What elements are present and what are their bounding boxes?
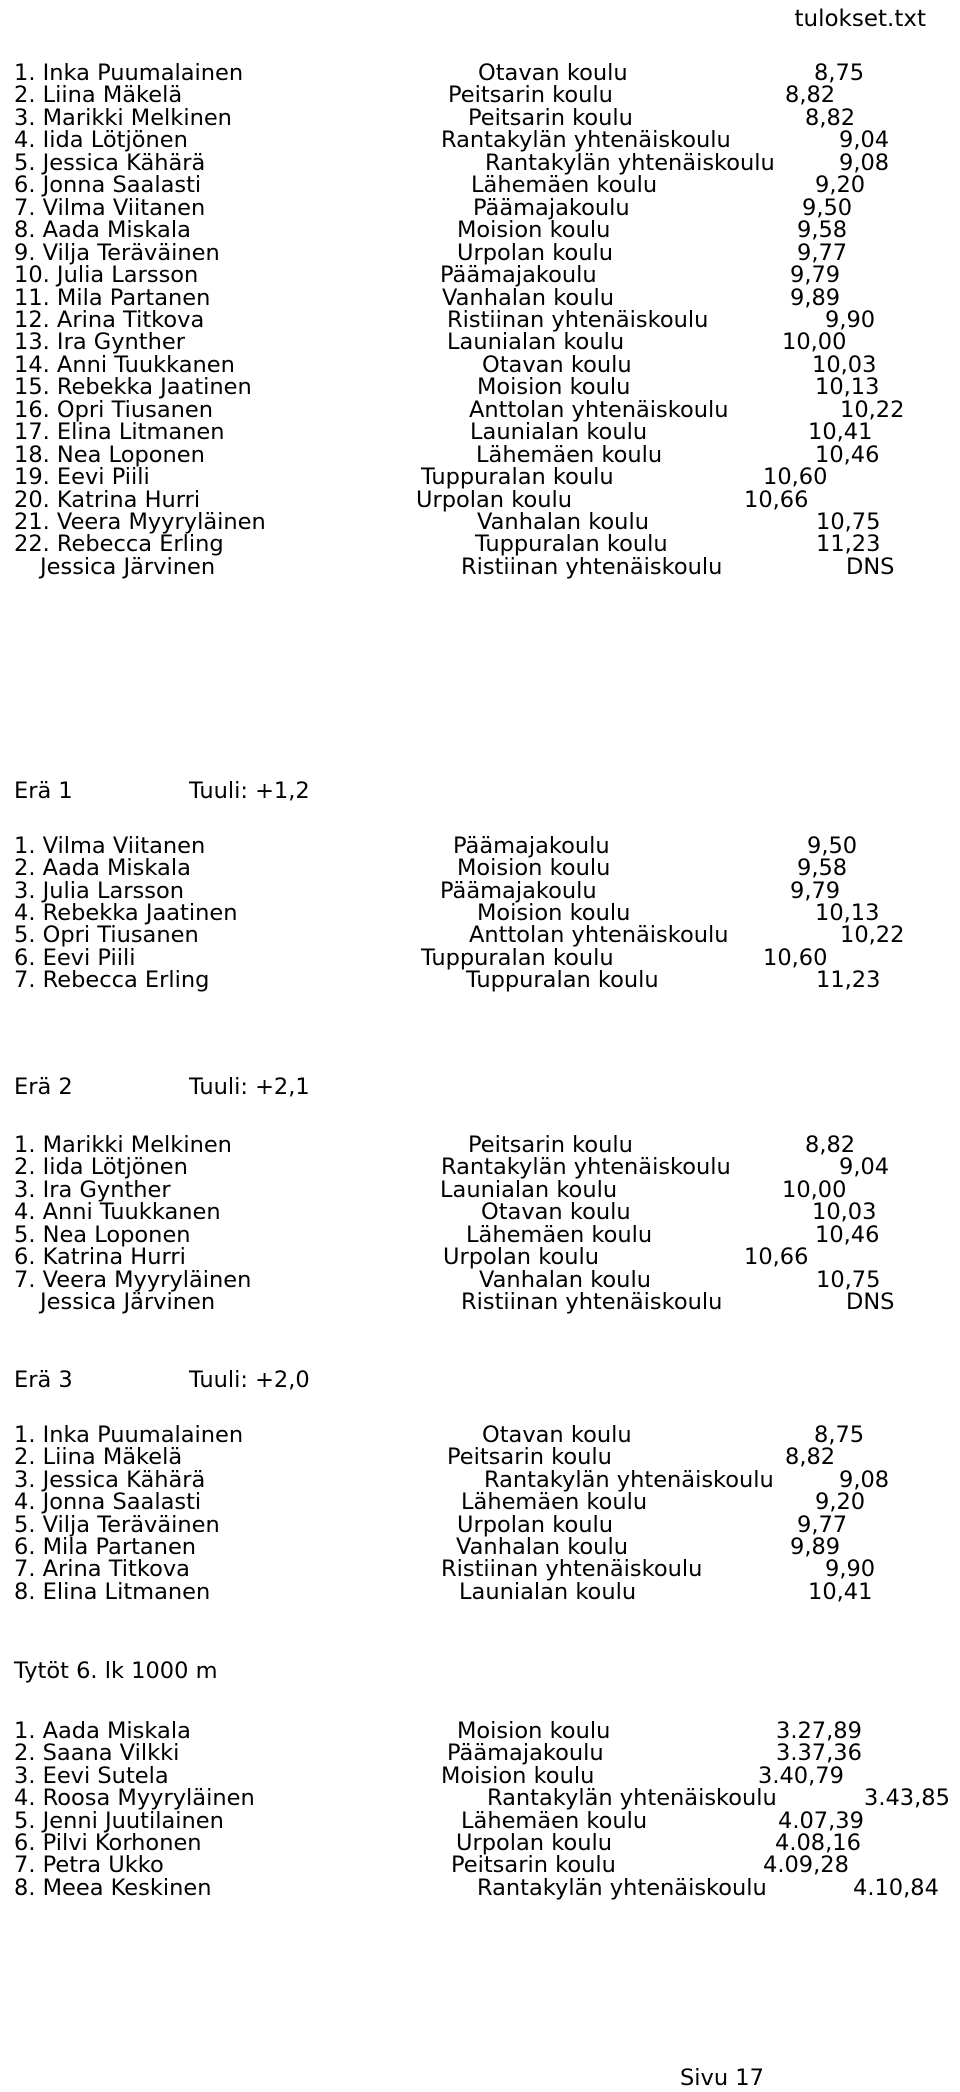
- school-name: Lähemäen koulu: [476, 441, 663, 468]
- result-time: 8,82: [805, 1132, 856, 1158]
- result-time: 10,75: [816, 509, 881, 535]
- athlete-name: 20. Katrina Hurri: [14, 486, 201, 513]
- school-name: Otavan koulu: [482, 351, 632, 378]
- result-time: 9,08: [839, 149, 890, 176]
- athlete-name: 6. Katrina Hurri: [14, 1244, 186, 1271]
- result-time: 9,90: [825, 306, 876, 333]
- result-row: [0, 1873, 960, 1903]
- athlete-name: 1. Vilma Viitanen: [14, 833, 206, 859]
- school-name: Lähemäen koulu: [471, 172, 658, 199]
- result-time: 10,46: [815, 441, 880, 468]
- athlete-name: Jessica Järvinen: [40, 553, 216, 580]
- result-time: 10,41: [808, 419, 873, 446]
- school-name: Lähemäen koulu: [466, 1221, 653, 1248]
- result-time: 8,75: [814, 60, 865, 86]
- school-name: Vanhalan koulu: [479, 1266, 651, 1293]
- athlete-name: 19. Eevi Piili: [14, 464, 150, 491]
- athlete-name: 8. Elina Litmanen: [14, 1578, 211, 1605]
- athlete-name: 2. Saana Vilkki: [14, 1740, 180, 1767]
- result-time: 9,50: [802, 194, 853, 221]
- school-name: Päämajakoulu: [440, 877, 597, 904]
- result-time: 10,75: [816, 1266, 881, 1293]
- result-time: 11,23: [816, 966, 881, 993]
- school-name: Urpolan koulu: [416, 486, 572, 513]
- school-name: Moision koulu: [477, 374, 631, 401]
- result-time: 10,13: [815, 374, 880, 401]
- result-time: 9,90: [825, 1556, 876, 1583]
- result-time: 10,00: [782, 329, 847, 356]
- athlete-name: 3. Marikki Melkinen: [14, 104, 232, 131]
- school-name: Peitsarin koulu: [448, 82, 613, 109]
- result-time: 3.37,36: [776, 1740, 862, 1767]
- athlete-name: 6. Pilvi Korhonen: [14, 1830, 202, 1856]
- school-name: Tuppuralan koulu: [475, 531, 668, 558]
- heat-header: [14, 776, 310, 806]
- athlete-name: 13. Ira Gynther: [14, 329, 185, 356]
- result-time: 3.40,79: [758, 1762, 844, 1789]
- result-time: 9,79: [790, 262, 841, 289]
- result-time: 3.27,89: [776, 1718, 862, 1744]
- result-time: 10,66: [744, 1244, 809, 1271]
- result-time: 4.10,84: [853, 1874, 939, 1901]
- result-time: 9,58: [797, 855, 848, 882]
- school-name: Päämajakoulu: [447, 1740, 604, 1767]
- result-time: 9,20: [815, 172, 866, 199]
- athlete-name: 3. Julia Larsson: [14, 877, 185, 904]
- school-name: Ristiinan yhtenäiskoulu: [461, 553, 723, 580]
- result-row: [0, 1287, 960, 1317]
- school-name: Ristiinan yhtenäiskoulu: [461, 1289, 723, 1316]
- event-title: Tytöt 6. lk 1000 m: [14, 1658, 218, 1684]
- school-name: Lähemäen koulu: [461, 1489, 648, 1516]
- athlete-name: 5. Vilja Teräväinen: [14, 1511, 220, 1538]
- athlete-name: 17. Elina Litmanen: [14, 419, 225, 446]
- athlete-name: 7. Vilma Viitanen: [14, 194, 206, 221]
- heat-header: [14, 1365, 310, 1395]
- result-time: 9,04: [839, 127, 890, 154]
- result-time: 10,60: [763, 464, 828, 491]
- school-name: Urpolan koulu: [443, 1244, 599, 1271]
- result-time: 9,79: [790, 877, 841, 904]
- result-time: 8,82: [785, 1444, 836, 1471]
- athlete-name: 4. Iida Lötjönen: [14, 127, 188, 154]
- school-name: Tuppuralan koulu: [421, 944, 614, 971]
- result-time: 3.43,85: [864, 1785, 950, 1812]
- result-time: 9,50: [807, 833, 858, 859]
- athlete-name: 10. Julia Larsson: [14, 262, 199, 289]
- school-name: Moision koulu: [457, 855, 611, 882]
- school-name: Päämajakoulu: [453, 833, 610, 859]
- school-name: Vanhalan koulu: [456, 1534, 628, 1560]
- school-name: Urpolan koulu: [457, 239, 613, 266]
- school-name: Vanhalan koulu: [442, 284, 614, 311]
- result-time: 4.07,39: [778, 1807, 864, 1834]
- school-name: Moision koulu: [477, 899, 631, 926]
- result-time: 10,46: [815, 1221, 880, 1248]
- school-name: Rantakylän yhtenäiskoulu: [485, 149, 775, 176]
- athlete-name: 6. Jonna Saalasti: [14, 172, 202, 199]
- result-time: 10,00: [782, 1176, 847, 1203]
- school-name: Päämajakoulu: [440, 262, 597, 289]
- result-time: 8,82: [805, 104, 856, 131]
- athlete-name: 22. Rebecca Erling: [14, 531, 224, 558]
- result-time: 9,08: [839, 1466, 890, 1493]
- athlete-name: 1. Inka Puumalainen: [14, 60, 244, 86]
- result-time: 9,04: [839, 1154, 890, 1181]
- school-name: Ristiinan yhtenäiskoulu: [447, 306, 709, 333]
- athlete-name: 3. Ira Gynther: [14, 1176, 171, 1203]
- result-row: [0, 965, 960, 995]
- result-time: 10,66: [744, 486, 809, 513]
- result-time: 10,41: [808, 1578, 873, 1605]
- athlete-name: 18. Nea Loponen: [14, 441, 205, 468]
- athlete-name: 14. Anni Tuukkanen: [14, 351, 235, 378]
- athlete-name: 1. Marikki Melkinen: [14, 1132, 232, 1158]
- wind-reading: Tuuli: +2,0: [189, 1367, 310, 1393]
- school-name: Otavan koulu: [482, 1422, 632, 1448]
- school-name: Rantakylän yhtenäiskoulu: [477, 1874, 767, 1901]
- athlete-name: 2. Liina Mäkelä: [14, 82, 183, 109]
- athlete-name: 7. Petra Ukko: [14, 1852, 164, 1879]
- school-name: Launialan koulu: [459, 1578, 637, 1605]
- result-time: 10,60: [763, 944, 828, 971]
- result-time: 10,22: [840, 396, 905, 423]
- school-name: Peitsarin koulu: [451, 1852, 616, 1879]
- result-time: 9,20: [815, 1489, 866, 1516]
- school-name: Peitsarin koulu: [468, 1132, 633, 1158]
- athlete-name: 4. Jonna Saalasti: [14, 1489, 202, 1516]
- result-time: 8,82: [785, 82, 836, 109]
- athlete-name: 6. Eevi Piili: [14, 944, 136, 971]
- athlete-name: 12. Arina Titkova: [14, 306, 205, 333]
- school-name: Rantakylän yhtenäiskoulu: [441, 127, 731, 154]
- result-time: 10,22: [840, 922, 905, 949]
- heat-label: Erä 3: [14, 1367, 73, 1393]
- athlete-name: 15. Rebekka Jaatinen: [14, 374, 252, 401]
- athlete-name: 2. Aada Miskala: [14, 855, 191, 882]
- school-name: Launialan koulu: [447, 329, 625, 356]
- athlete-name: 1. Aada Miskala: [14, 1718, 191, 1744]
- school-name: Rantakylän yhtenäiskoulu: [487, 1785, 777, 1812]
- school-name: Rantakylän yhtenäiskoulu: [441, 1154, 731, 1181]
- result-time: 4.09,28: [763, 1852, 849, 1879]
- result-time: 11,23: [816, 531, 881, 558]
- school-name: Vanhalan koulu: [477, 509, 649, 535]
- athlete-name: 9. Vilja Teräväinen: [14, 239, 220, 266]
- athlete-name: 7. Arina Titkova: [14, 1556, 190, 1583]
- school-name: Urpolan koulu: [457, 1511, 613, 1538]
- athlete-name: 8. Aada Miskala: [14, 217, 191, 244]
- result-row: [0, 552, 960, 582]
- result-time: 10,03: [812, 351, 877, 378]
- school-name: Peitsarin koulu: [447, 1444, 612, 1471]
- school-name: Moision koulu: [441, 1762, 595, 1789]
- school-name: Launialan koulu: [470, 419, 648, 446]
- athlete-name: 5. Nea Loponen: [14, 1221, 191, 1248]
- athlete-name: 4. Anni Tuukkanen: [14, 1199, 221, 1226]
- athlete-name: 4. Roosa Myyryläinen: [14, 1785, 255, 1812]
- result-time: 10,13: [815, 899, 880, 926]
- school-name: Anttolan yhtenäiskoulu: [469, 396, 729, 423]
- school-name: Lähemäen koulu: [461, 1807, 648, 1834]
- school-name: Tuppuralan koulu: [466, 966, 659, 993]
- result-time: 10,03: [812, 1199, 877, 1226]
- heat-header: [14, 1072, 310, 1102]
- athlete-name: 16. Opri Tiusanen: [14, 396, 214, 423]
- school-name: Launialan koulu: [440, 1176, 618, 1203]
- result-time: 9,89: [790, 1534, 841, 1560]
- result-time: 9,58: [797, 217, 848, 244]
- result-row: [0, 1577, 960, 1607]
- result-time: 9,89: [790, 284, 841, 311]
- athlete-name: 3. Jessica Kähärä: [14, 1466, 206, 1493]
- wind-reading: Tuuli: +1,2: [189, 778, 310, 804]
- school-name: Ristiinan yhtenäiskoulu: [441, 1556, 703, 1583]
- athlete-name: 3. Eevi Sutela: [14, 1762, 169, 1789]
- athlete-name: 5. Jessica Kähärä: [14, 149, 206, 176]
- athlete-name: 6. Mila Partanen: [14, 1534, 197, 1560]
- result-time: 9,77: [797, 239, 848, 266]
- school-name: Moision koulu: [457, 217, 611, 244]
- athlete-name: 7. Rebecca Erling: [14, 966, 210, 993]
- athlete-name: 21. Veera Myyryläinen: [14, 509, 266, 535]
- result-time: 4.08,16: [775, 1830, 861, 1856]
- athlete-name: 5. Jenni Juutilainen: [14, 1807, 224, 1834]
- result-time: DNS: [846, 553, 895, 580]
- page-number: Sivu 17: [680, 2065, 764, 2091]
- school-name: Otavan koulu: [481, 1199, 631, 1226]
- school-name: Urpolan koulu: [456, 1830, 612, 1856]
- school-name: Tuppuralan koulu: [421, 464, 614, 491]
- athlete-name: 11. Mila Partanen: [14, 284, 211, 311]
- heat-label: Erä 2: [14, 1074, 73, 1100]
- athlete-name: 2. Liina Mäkelä: [14, 1444, 183, 1471]
- school-name: Peitsarin koulu: [468, 104, 633, 131]
- athlete-name: 4. Rebekka Jaatinen: [14, 899, 238, 926]
- athlete-name: 5. Opri Tiusanen: [14, 922, 199, 949]
- wind-reading: Tuuli: +2,1: [189, 1074, 310, 1100]
- athlete-name: 2. Iida Lötjönen: [14, 1154, 188, 1181]
- school-name: Moision koulu: [457, 1718, 611, 1744]
- athlete-name: 1. Inka Puumalainen: [14, 1422, 244, 1448]
- result-time: 8,75: [814, 1422, 865, 1448]
- school-name: Otavan koulu: [478, 60, 628, 86]
- heat-label: Erä 1: [14, 778, 73, 804]
- athlete-name: 8. Meea Keskinen: [14, 1874, 212, 1901]
- result-time: 9,77: [797, 1511, 848, 1538]
- school-name: Rantakylän yhtenäiskoulu: [484, 1466, 774, 1493]
- result-time: DNS: [846, 1289, 895, 1316]
- school-name: Anttolan yhtenäiskoulu: [469, 922, 729, 949]
- athlete-name: Jessica Järvinen: [40, 1289, 216, 1316]
- document-title: tulokset.txt: [794, 6, 926, 32]
- school-name: Päämajakoulu: [473, 194, 630, 221]
- athlete-name: 7. Veera Myyryläinen: [14, 1266, 252, 1293]
